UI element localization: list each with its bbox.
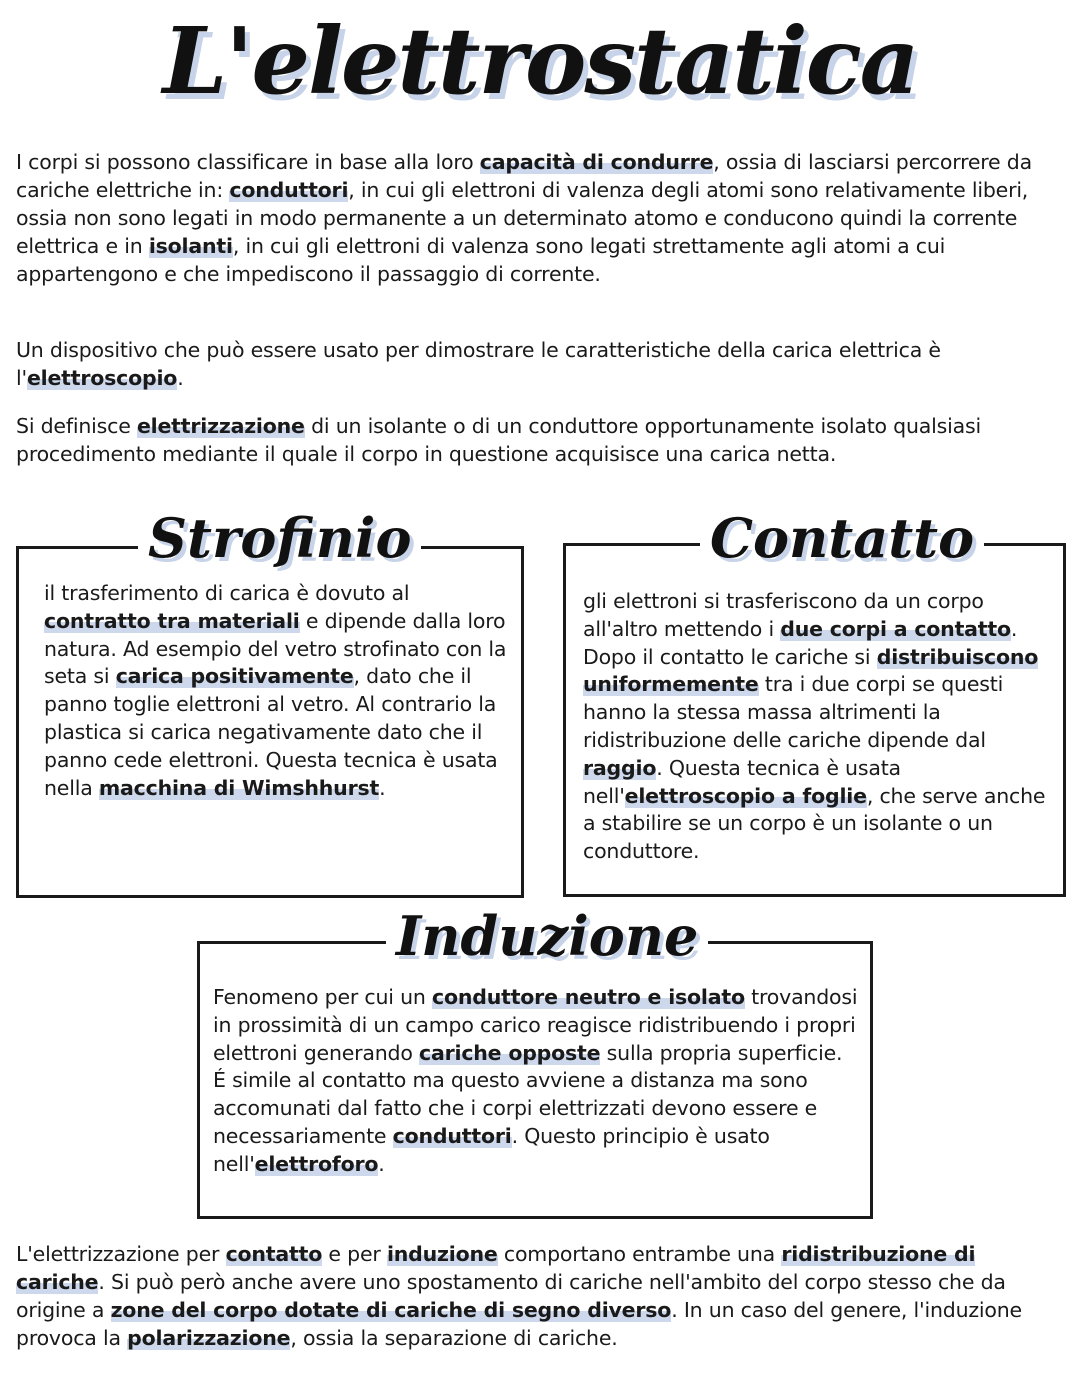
highlighted-term: isolanti [148, 234, 233, 258]
strofinio-text [44, 580, 510, 802]
text-run: trovandosi in prossimità di un campo carico reagisce ridistribuendo i propri elettroni generando [213, 985, 858, 1065]
highlighted-term: distribuiscono uniformemente [583, 644, 1039, 697]
highlighted-term: elettrizzazione [136, 414, 305, 438]
highlighted-term: cariche opposte [419, 1040, 601, 1065]
text-run: tra i due corpi se questi hanno la stessa massa altrimenti la ridistribuzione delle cariche dipende dal [583, 672, 1004, 752]
text-run: . In un caso del genere, l'induzione provoca la [16, 1298, 1022, 1350]
text-run: Si definisce [16, 414, 137, 438]
text-run: di un isolante o di un conduttore opportunamente isolato qualsiasi procedimento mediante il quale il corpo in questione acquisisce una carica netta. [16, 414, 981, 466]
contatto-title: Contatto [700, 506, 984, 570]
highlighted-term: zone del corpo dotate di cariche di segno diverso [110, 1298, 672, 1322]
text-run: , che serve anche a stabilire se un corpo è un isolante o un conduttore. [583, 783, 1046, 864]
induzione-text [213, 984, 861, 1179]
highlighted-term: due corpi a contatto [780, 616, 1011, 641]
highlighted-term: raggio [583, 755, 657, 780]
highlighted-term: carica positivamente [115, 664, 354, 689]
text-run: , in cui gli elettroni di valenza sono legati strettamente agli atomi a cui appartengono e che impediscono il passaggio di corrente. [16, 234, 946, 286]
text-run: sulla propria superficie. É simile al contatto ma questo avviene a distanza ma sono accomunati dal fatto che i corpi elettrizzati devono essere e necessariamente [213, 1040, 843, 1148]
text-run: L'elettrizzazione per [16, 1242, 226, 1266]
highlighted-term: conduttore neutro e isolato [432, 985, 745, 1009]
highlighted-term: contratto tra materiali [44, 608, 300, 633]
text-run: I corpi si possono classificare in base alla loro [16, 150, 480, 174]
induzione-title: Induzione [386, 904, 708, 968]
intro-paragraph-conductors [16, 148, 1066, 288]
text-run: comportano entrambe una [497, 1242, 782, 1266]
text-run: Fenomeno per cui un [213, 985, 432, 1009]
text-run: il trasferimento di carica è dovuto al [44, 581, 410, 605]
highlighted-term: induzione [386, 1242, 498, 1266]
text-run: , in cui gli elettroni di valenza degli atomi sono relativamente liberi, ossia non sono legati in modo permanente a un determinato atomo e conducono quindi la corrente elettrica e in [16, 178, 1029, 258]
contatto-text [583, 588, 1061, 866]
text-run: e dipende dalla loro natura. Ad esempio del vetro strofinato con la seta si [44, 608, 507, 689]
page-title: L'elettrostatica [162, 7, 918, 115]
text-run: . [378, 1151, 385, 1176]
highlighted-term: polarizzazione [127, 1326, 291, 1350]
highlighted-term: contatto [225, 1242, 323, 1266]
text-run: . Dopo il contatto le cariche si [583, 616, 1018, 669]
highlighted-term: conduttori [229, 178, 349, 202]
highlighted-term: capacità di condurre [479, 150, 714, 174]
highlighted-term: elettroscopio [26, 366, 178, 390]
text-run: . [177, 366, 184, 390]
text-run: . Si può però anche avere uno spostamento di cariche nell'ambito del corpo stesso che da origine a [16, 1270, 1006, 1322]
intro-paragraph-electrification [16, 412, 1066, 468]
text-run: . Questo principio è usato nell' [213, 1123, 770, 1176]
text-run: , dato che il panno toglie elettroni al vetro. Al contrario la plastica si carica negativamente dato che il panno cede elettroni. Questa tecnica è usata nella [44, 664, 498, 800]
highlighted-term: macchina di Wimshhurst [98, 775, 380, 800]
text-run: gli elettroni si trasferiscono da un corpo all'altro mettendo i [583, 589, 984, 641]
text-run: Un dispositivo che può essere usato per dimostrare le caratteristiche della carica elettrica è l' [16, 338, 941, 390]
intro-paragraph-electroscope [16, 336, 1066, 392]
text-run: e per [322, 1242, 387, 1266]
strofinio-title: Strofinio [138, 506, 421, 570]
closing-paragraph [16, 1240, 1066, 1352]
highlighted-term: conduttori [392, 1123, 512, 1148]
highlighted-term: elettroscopio a foglie [624, 783, 867, 808]
text-run: , ossia di lasciarsi percorrere da cariche elettriche in: [16, 150, 1032, 202]
highlighted-term: elettroforo [254, 1151, 379, 1176]
highlighted-term: ridistribuzione di cariche [16, 1242, 976, 1294]
text-run: , ossia la separazione di cariche. [290, 1326, 618, 1350]
text-run: . [379, 775, 386, 800]
text-run: . Questa tecnica è usata nell' [583, 755, 901, 808]
